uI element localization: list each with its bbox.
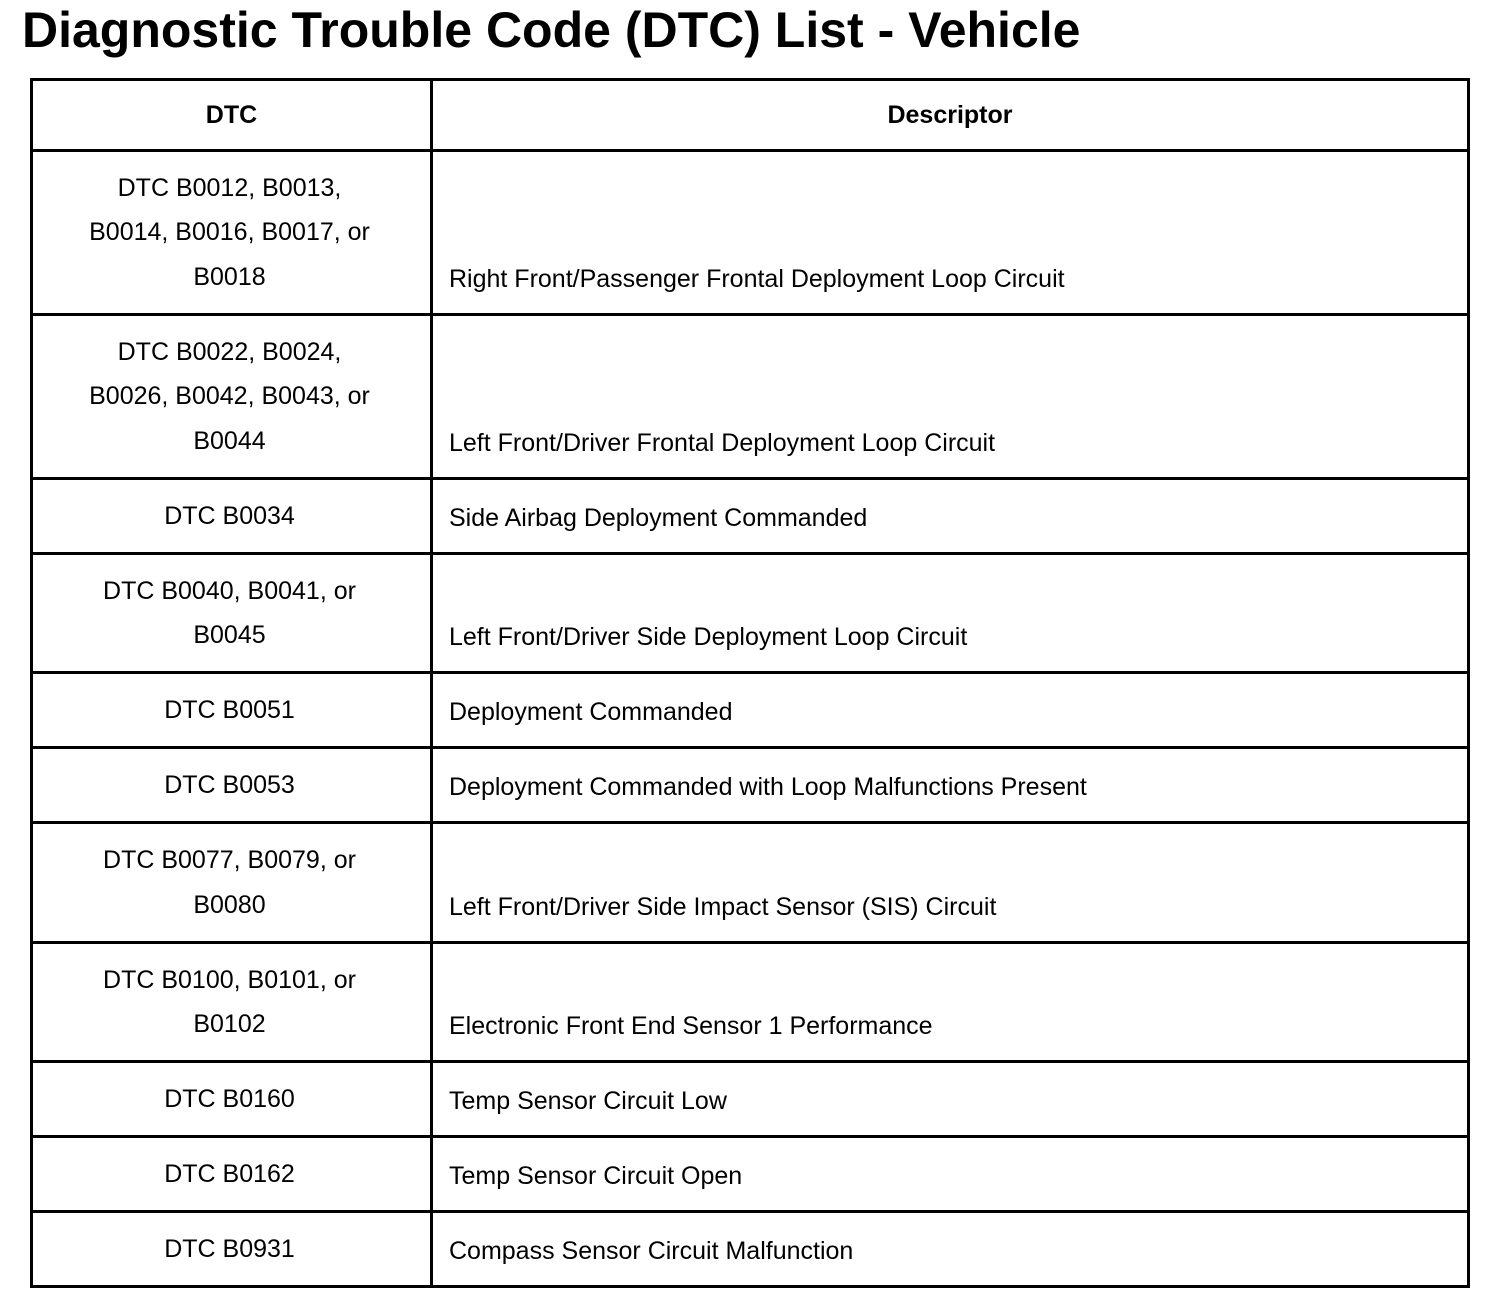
descriptor-cell: Compass Sensor Circuit Malfunction (432, 1212, 1469, 1287)
dtc-code-cell: DTC B0053 (32, 748, 432, 823)
descriptor-cell: Electronic Front End Sensor 1 Performance (432, 943, 1469, 1062)
descriptor-cell: Right Front/Passenger Frontal Deployment Loop Circuit (432, 151, 1469, 315)
dtc-code-cell: DTC B0100, B0101, or B0102 (32, 943, 432, 1062)
table-row (32, 479, 1469, 554)
table-row (32, 673, 1469, 748)
dtc-code-cell: DTC B0040, B0041, or B0045 (32, 554, 432, 673)
table-row (32, 1212, 1469, 1287)
dtc-code-cell: DTC B0077, B0079, or B0080 (32, 823, 432, 943)
table-row (32, 748, 1469, 823)
dtc-code-cell: DTC B0022, B0024, B0026, B0042, B0043, or B0044 (32, 315, 432, 479)
table-row (32, 1137, 1469, 1212)
dtc-table (30, 78, 1470, 1288)
table-row (32, 315, 1469, 479)
descriptor-cell: Side Airbag Deployment Commanded (432, 479, 1469, 554)
dtc-code-cell: DTC B0160 (32, 1062, 432, 1137)
descriptor-cell: Left Front/Driver Side Deployment Loop Circuit (432, 554, 1469, 673)
dtc-code-cell: DTC B0051 (32, 673, 432, 748)
table-row (32, 823, 1469, 943)
column-header-descriptor: Descriptor (432, 80, 1469, 151)
descriptor-cell: Deployment Commanded (432, 673, 1469, 748)
dtc-code-cell: DTC B0012, B0013, B0014, B0016, B0017, or B0018 (32, 151, 432, 315)
page-title: Diagnostic Trouble Code (DTC) List - Vehicle (22, 2, 1081, 58)
table-row (32, 1062, 1469, 1137)
dtc-code-cell: DTC B0931 (32, 1212, 432, 1287)
descriptor-cell: Deployment Commanded with Loop Malfunctions Present (432, 748, 1469, 823)
dtc-code-cell: DTC B0162 (32, 1137, 432, 1212)
descriptor-cell: Left Front/Driver Side Impact Sensor (SIS) Circuit (432, 823, 1469, 943)
descriptor-cell: Left Front/Driver Frontal Deployment Loop Circuit (432, 315, 1469, 479)
table-row (32, 151, 1469, 315)
column-header-dtc: DTC (32, 80, 432, 151)
descriptor-cell: Temp Sensor Circuit Low (432, 1062, 1469, 1137)
table-header-row (32, 80, 1469, 151)
dtc-code-cell: DTC B0034 (32, 479, 432, 554)
table-row (32, 554, 1469, 673)
table-row (32, 943, 1469, 1062)
descriptor-cell: Temp Sensor Circuit Open (432, 1137, 1469, 1212)
